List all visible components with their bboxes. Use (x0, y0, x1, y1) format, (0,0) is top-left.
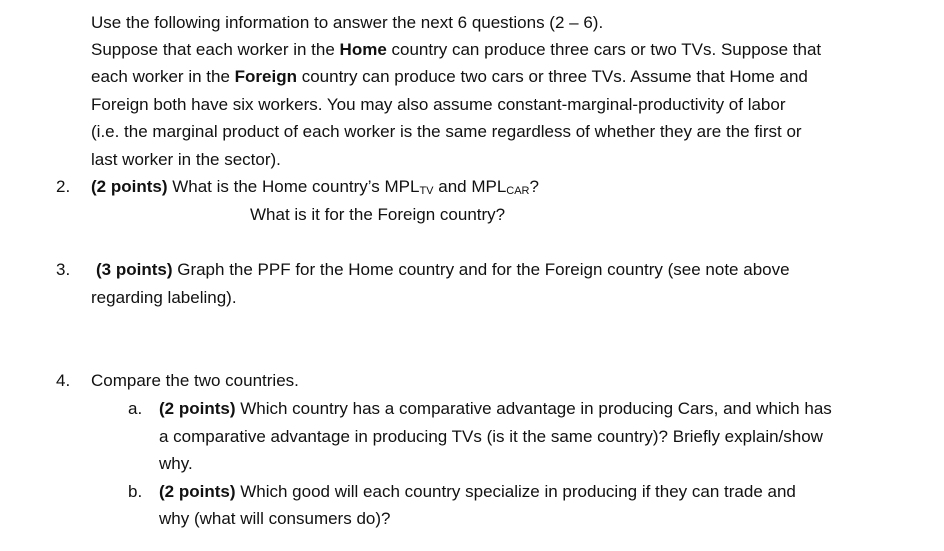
intro-line-5: (i.e. the marginal product of each worker is the same regardless of whether they are the first or (91, 122, 802, 141)
intro-text: Suppose that each worker in the (91, 40, 340, 59)
question-4-text: Compare the two countries. (91, 371, 299, 390)
question-4a-line-2: a comparative advantage in producing TVs (is it the same country)? Briefly explain/show (159, 427, 823, 446)
question-3-line-1 (96, 259, 790, 281)
intro-line-3 (91, 66, 808, 88)
question-3-line-2: regarding labeling). (91, 288, 237, 307)
question-text: ? (529, 177, 539, 196)
question-text: Which country has a comparative advantage in producing Cars, and which has (235, 399, 832, 418)
intro-line-2 (91, 39, 821, 61)
points-label: (3 points) (96, 260, 173, 279)
question-text: and MPL (433, 177, 507, 196)
question-4b-line-1 (159, 481, 796, 503)
points-label: (2 points) (159, 482, 236, 501)
question-4a-line-1 (159, 398, 832, 420)
question-4b-label: b. (128, 482, 143, 501)
intro-line-4: Foreign both have six workers. You may also assume constant-marginal-productivity of labor (91, 95, 786, 114)
intro-text: country can produce three cars or two TVs. Suppose that (386, 40, 822, 59)
subscript-tv: TV (419, 185, 434, 197)
question-4a-line-3: why. (159, 454, 193, 473)
intro-text: each worker in the (91, 67, 235, 86)
points-label: (2 points) (91, 177, 168, 196)
question-4b-line-2: why (what will consumers do)? (159, 509, 391, 528)
question-text: What is the Home country’s MPL (167, 177, 420, 196)
points-label: (2 points) (159, 399, 236, 418)
question-4-number: 4. (56, 371, 71, 390)
foreign-bold: Foreign (234, 67, 297, 86)
home-bold: Home (339, 40, 387, 59)
question-2-number: 2. (56, 177, 71, 196)
intro-text: country can produce two cars or three TVs. Assume that Home and (296, 67, 808, 86)
question-text: Graph the PPF for the Home country and for the Foreign country (see note above (172, 260, 790, 279)
intro-line-6: last worker in the sector). (91, 150, 281, 169)
question-3-number: 3. (56, 260, 71, 279)
question-2-line-2: What is it for the Foreign country? (250, 205, 506, 224)
question-text: Which good will each country specialize in producing if they can trade and (235, 482, 796, 501)
intro-line-1: Use the following information to answer the next 6 questions (2 – 6). (91, 13, 604, 32)
question-2-line-1 (91, 176, 539, 202)
subscript-car: CAR (506, 185, 530, 197)
question-4a-label: a. (128, 399, 143, 418)
